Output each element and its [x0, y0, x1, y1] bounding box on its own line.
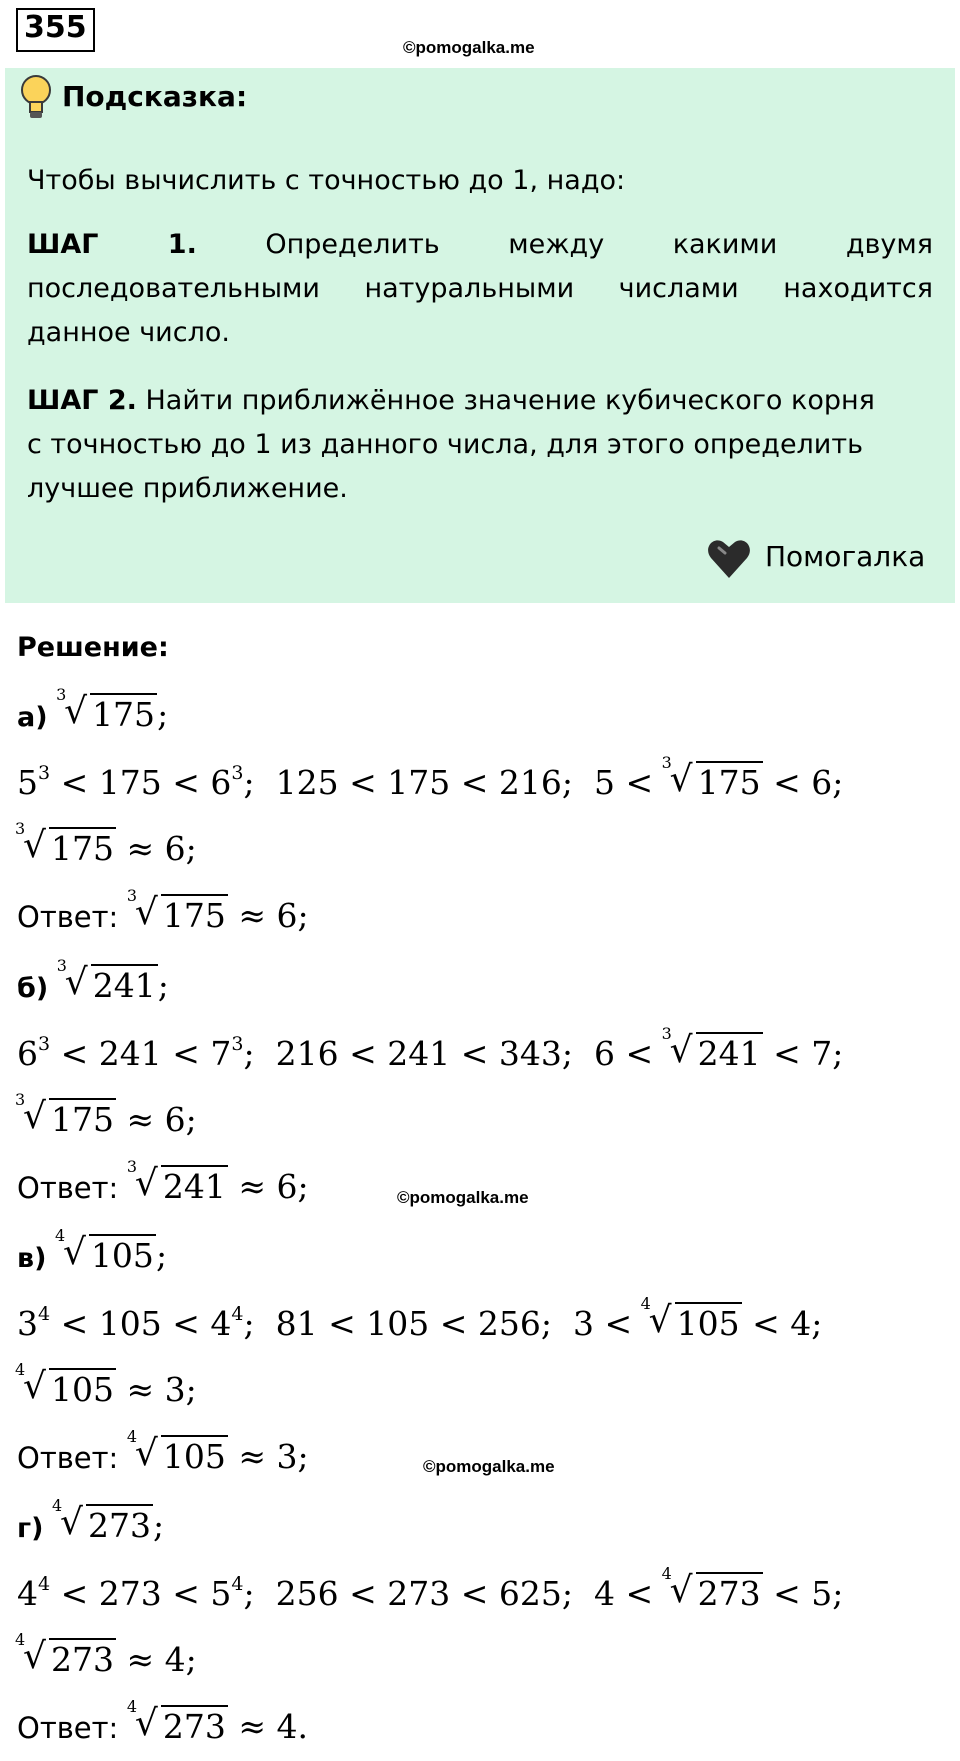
radical-index: 4	[126, 1427, 138, 1446]
answer-prefix: Ответ:	[17, 900, 119, 934]
value: 105	[98, 1304, 162, 1343]
radicand: 175	[51, 1100, 114, 1139]
exponent: 4	[231, 1573, 244, 1595]
radical-sign: √	[134, 1163, 158, 1204]
radical-index: 4	[51, 1496, 63, 1515]
approx-value: 4	[164, 1640, 186, 1679]
step1-label: ШАГ 1.	[27, 229, 197, 260]
radical	[640, 1294, 742, 1343]
exponent: 4	[38, 1573, 51, 1595]
radical-index: 4	[126, 1697, 138, 1716]
approx-value: 3	[164, 1370, 186, 1409]
radicand: 241	[162, 1167, 226, 1206]
power-low: 216	[275, 1034, 339, 1073]
radical-sign: √	[669, 759, 693, 800]
part-inequality: $3^4 < 105 < 4^4$; 81 < 105 < 256; 3 < 4 √ 105 < 4;	[17, 1294, 823, 1343]
part-approximation: 4 √ 105 ≈ 3;	[15, 1360, 197, 1409]
value: 241	[98, 1034, 162, 1073]
step2-line1	[27, 378, 875, 424]
answer-value: 6;	[276, 896, 309, 935]
base-low: 4	[17, 1574, 38, 1613]
lightbulb-icon	[18, 74, 54, 122]
radical-sign: √	[648, 1300, 672, 1341]
radicand: 273	[697, 1574, 761, 1613]
step2-line2: с точностью до 1 из данного числа, для этого определить	[27, 429, 863, 460]
power-low: 125	[275, 763, 339, 802]
part-approximation: 4 √ 273 ≈ 4;	[15, 1630, 197, 1679]
base-high: 5	[210, 1574, 232, 1613]
radical-index: 3	[661, 753, 672, 772]
radicand: 105	[162, 1437, 226, 1476]
radical-index: 3	[15, 1090, 26, 1109]
radical-sign: √	[62, 1232, 86, 1273]
base-low: 3	[17, 1304, 38, 1343]
radical-sign: √	[64, 691, 88, 732]
value: 273	[98, 1574, 162, 1613]
radical	[126, 1427, 228, 1476]
value: 241	[387, 1034, 451, 1073]
base-low: 5	[17, 763, 38, 802]
radical-index: 4	[15, 1360, 26, 1379]
base-low: 6	[17, 1034, 38, 1073]
radical-index: 4	[640, 1294, 651, 1313]
part-approximation: 3 √ 175 ≈ 6;	[15, 1090, 197, 1139]
power-high: 216	[498, 763, 562, 802]
radical-sign: √	[64, 962, 88, 1003]
part-label: а)	[17, 702, 48, 733]
radicand: 273	[162, 1707, 226, 1746]
radicand: 175	[92, 695, 156, 734]
value: 105	[366, 1304, 430, 1343]
bound-high: 5	[811, 1574, 833, 1613]
power-high: 343	[498, 1034, 562, 1073]
bound-low: 6	[593, 1034, 615, 1073]
part-answer: Ответ: 4 √ 273 ≈ 4.	[17, 1697, 308, 1746]
radical-index: 3	[56, 956, 67, 975]
part-header: в) 4 √ 105;	[17, 1226, 168, 1275]
answer-prefix: Ответ:	[17, 1711, 119, 1745]
part-inequality: $4^4 < 273 < 5^4$; 256 < 273 < 625; 4 < 4 √ 273 < 5;	[17, 1564, 844, 1613]
power-high: 256	[477, 1304, 541, 1343]
part-header: г) 4 √ 273;	[17, 1496, 165, 1545]
step2-line3: лучшее приближение.	[27, 473, 348, 504]
radical	[661, 1024, 763, 1073]
base-high: 4	[210, 1304, 232, 1343]
radical-index: 4	[15, 1630, 26, 1649]
radical-index: 3	[56, 685, 67, 704]
radical-sign: √	[23, 1636, 46, 1677]
radical-sign: √	[134, 1433, 158, 1474]
radicand: 175	[697, 763, 761, 802]
answer-value: 3;	[276, 1437, 309, 1476]
radicand: 175	[51, 829, 114, 868]
exponent: 4	[38, 1303, 51, 1325]
part-answer: Ответ: 3 √ 175 ≈ 6;	[17, 886, 309, 935]
radical	[661, 753, 763, 802]
value: 175	[98, 763, 162, 802]
radical-index: 4	[661, 1564, 672, 1583]
part-inequality: $6^3 < 241 < 7^3$; 216 < 241 < 343; 6 < 3 √ 241 < 7;	[17, 1024, 844, 1073]
exponent: 3	[38, 762, 51, 784]
radical	[126, 1157, 228, 1206]
value: 273	[387, 1574, 451, 1613]
problem-number: 355	[16, 8, 95, 52]
step2-text: Найти приближённое значение кубического корня	[136, 385, 875, 416]
base-high: 7	[210, 1034, 232, 1073]
radical-index: 4	[54, 1226, 66, 1245]
bound-high: 6	[811, 763, 833, 802]
answer-value: 6;	[276, 1167, 309, 1206]
exponent: 3	[231, 1033, 244, 1055]
radicand: 105	[51, 1370, 114, 1409]
radicand: 175	[162, 896, 226, 935]
bound-high: 4	[790, 1304, 812, 1343]
radicand: 105	[90, 1236, 154, 1275]
radical-sign: √	[23, 825, 46, 866]
part-answer: Ответ: 4 √ 105 ≈ 3;	[17, 1427, 309, 1476]
radical-sign: √	[134, 892, 158, 933]
part-header: а) 3 √ 175;	[17, 685, 169, 734]
step1-line2: последовательными натуральными числами находится	[27, 273, 933, 304]
approx-value: 6	[164, 1100, 186, 1139]
hint-intro: Чтобы вычислить с точностью до 1, надо:	[27, 165, 626, 196]
answer-prefix: Ответ:	[17, 1171, 119, 1205]
radical-sign: √	[23, 1366, 46, 1407]
exponent: 4	[231, 1303, 244, 1325]
radical	[661, 1564, 763, 1613]
power-low: 256	[275, 1574, 339, 1613]
bound-low: 5	[593, 763, 615, 802]
step2-label: ШАГ 2.	[27, 385, 137, 416]
bound-low: 4	[593, 1574, 615, 1613]
base-high: 6	[210, 763, 232, 802]
exponent: 3	[38, 1033, 51, 1055]
radical	[126, 886, 228, 935]
step1-line1	[27, 222, 933, 268]
radical-sign: √	[134, 1703, 158, 1744]
radicand: 241	[697, 1034, 761, 1073]
radical-index: 3	[126, 1157, 138, 1176]
part-label: б)	[17, 973, 49, 1004]
approx-value: 6	[164, 829, 186, 868]
solution-heading: Решение:	[17, 632, 169, 663]
radical	[51, 1496, 153, 1545]
bound-low: 3	[572, 1304, 594, 1343]
part-label: г)	[17, 1513, 44, 1544]
radical	[54, 1226, 156, 1275]
radical-index: 3	[15, 819, 26, 838]
radical-sign: √	[59, 1502, 83, 1543]
radicand: 273	[51, 1640, 114, 1679]
radicand: 241	[92, 966, 156, 1005]
radicand: 105	[676, 1304, 740, 1343]
radical-index: 3	[661, 1024, 672, 1043]
bound-high: 7	[811, 1034, 833, 1073]
part-answer: Ответ: 3 √ 241 ≈ 6;	[17, 1157, 309, 1206]
radicand: 273	[87, 1506, 151, 1545]
part-header: б) 3 √ 241;	[17, 956, 169, 1005]
value: 175	[387, 763, 451, 802]
radical	[56, 685, 157, 734]
power-low: 81	[275, 1304, 318, 1343]
hint-title: Подсказка:	[62, 80, 248, 113]
radical	[56, 956, 158, 1005]
power-high: 625	[498, 1574, 562, 1613]
radical-sign: √	[669, 1570, 693, 1611]
radical-sign: √	[669, 1030, 693, 1071]
watermark: ©pomogalka.me	[403, 38, 535, 57]
part-approximation: 3 √ 175 ≈ 6;	[15, 819, 197, 868]
watermark-3: ©pomogalka.me	[423, 1457, 555, 1476]
brand-name: Помогалка	[765, 540, 926, 573]
heart-icon	[705, 536, 753, 582]
radical-sign: √	[23, 1096, 46, 1137]
answer-value: 4.	[276, 1707, 308, 1746]
watermark-2: ©pomogalka.me	[397, 1188, 529, 1207]
part-inequality: $5^3 < 175 < 6^3$; 125 < 175 < 216; 5 < 3 √ 175 < 6;	[17, 753, 844, 802]
radical-index: 3	[126, 886, 138, 905]
radical	[126, 1697, 228, 1746]
part-label: в)	[17, 1243, 47, 1274]
step1-line3: данное число.	[27, 317, 230, 348]
answer-prefix: Ответ:	[17, 1441, 119, 1475]
step1-text: Определить между какими двумя	[265, 229, 933, 260]
exponent: 3	[231, 762, 244, 784]
